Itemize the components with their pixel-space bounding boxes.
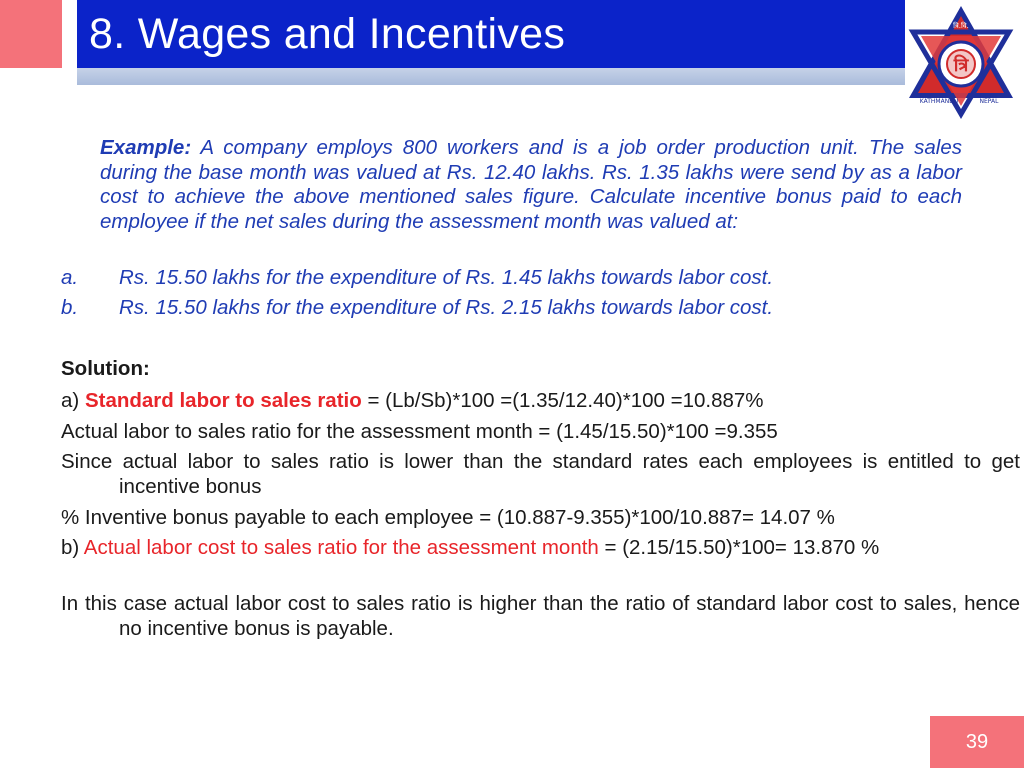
list-item bbox=[61, 296, 961, 320]
logo-left-text: KATHMANDU bbox=[919, 98, 959, 105]
solution-a-formula: = (Lb/Sb)*100 =(1.35/12.40)*100 =10.887% bbox=[361, 389, 764, 412]
list-item-text: Rs. 15.50 lakhs for the expenditure of Rs. 1.45 lakhs towards labor cost. bbox=[119, 266, 774, 289]
solution-conclusion: In this case actual labor cost to sales ratio is higher than the ratio of standard labor cost to sales, hence no incentive bonus is payable. bbox=[61, 592, 1020, 640]
list-item bbox=[61, 266, 961, 290]
logo-top-text: त्रि.वि. bbox=[953, 22, 969, 30]
solution-actual-ratio: Actual labor to sales ratio for the assessment month = (1.45/15.50)*100 =9.355 bbox=[61, 420, 778, 443]
list-marker: a. bbox=[61, 266, 79, 289]
solution-heading: Solution: bbox=[61, 357, 150, 380]
logo-center-glyph: त्रि bbox=[953, 55, 969, 76]
solution-since-line: Since actual labor to sales ratio is lower than the standard rates each employees is entitled to get incentive bonus bbox=[61, 450, 1020, 498]
solution-percent-bonus: % Inventive bonus payable to each employee = (10.887-9.355)*100/10.887= 14.07 % bbox=[61, 506, 835, 529]
list-item-text: Rs. 15.50 lakhs for the expenditure of Rs. 2.15 lakhs towards labor cost. bbox=[119, 296, 774, 319]
page-number: 39 bbox=[930, 716, 1024, 768]
example-label: Example: bbox=[100, 136, 192, 159]
logo-right-text: NEPAL bbox=[979, 98, 999, 105]
solution-b-prefix: b) bbox=[61, 536, 84, 559]
slide-title: 8. Wages and Incentives bbox=[77, 0, 905, 68]
standard-ratio-term: Standard labor to sales ratio bbox=[84, 389, 362, 412]
example-text: A company employs 800 workers and is a job order production unit. The sales during the base month was valued at Rs. 12.40 lakhs. Rs. 1.35 lakhs were send by as a labor cost to achieve the above mentioned sales figure. Calculate incentive bonus paid to each employee if the net sales during the assessment month was valued at: bbox=[100, 136, 962, 233]
solution-line-b bbox=[61, 536, 1020, 561]
solution-a-prefix: a) bbox=[61, 389, 85, 412]
solution-b-formula: = (2.15/15.50)*100= 13.870 % bbox=[598, 536, 880, 559]
actual-ratio-term: Actual labor cost to sales ratio for the assessment month bbox=[83, 536, 599, 559]
solution-line-a bbox=[61, 389, 962, 414]
list-marker: b. bbox=[61, 296, 79, 319]
university-emblem-icon bbox=[905, 2, 1017, 120]
example-paragraph bbox=[100, 136, 962, 234]
title-underline bbox=[77, 68, 905, 85]
corner-accent bbox=[0, 0, 62, 68]
